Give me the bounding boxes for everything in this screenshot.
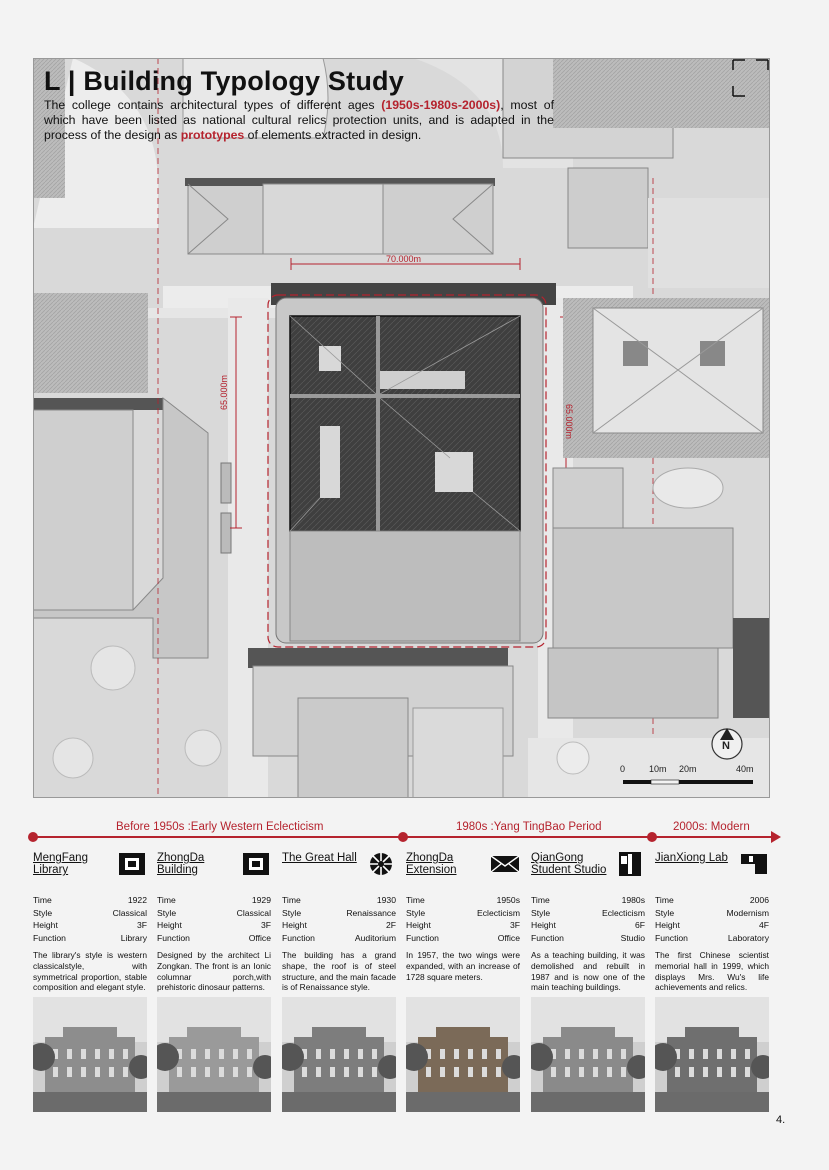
spec-value-style: Modernism [726, 907, 769, 918]
scale-label-10: 10m [649, 764, 667, 774]
spec-value-height: 4F [758, 920, 769, 931]
spec-label: Style [655, 907, 675, 918]
spec-value-style: Classical [236, 907, 271, 918]
spec-row-style [531, 907, 645, 920]
spec-row-height [531, 919, 645, 932]
building-photo [33, 997, 147, 1112]
dimension-width-label: 70.000m [386, 254, 422, 264]
spec-value-height: 6F [634, 920, 645, 931]
spec-label: Style [531, 907, 551, 918]
spec-value-function: Office [497, 932, 520, 943]
spec-row-function [406, 932, 520, 945]
building-spec-table [33, 894, 147, 944]
square-frame-icon [117, 852, 147, 876]
octagon-dome-icon [366, 852, 396, 876]
spec-value-style: Eclecticism [477, 907, 520, 918]
spec-value-time: 1980s [621, 895, 645, 905]
building-description: In 1957, the two wings were expanded, with an increase of 1728 square meters. [406, 950, 520, 982]
intro-highlight-ages: (1950s-1980s-2000s) [381, 98, 501, 112]
spec-row-height [33, 919, 147, 932]
spec-value-height: 2F [385, 920, 396, 931]
spec-row-height [655, 919, 769, 932]
spec-row-time [406, 894, 520, 907]
spec-label: Height [157, 920, 182, 931]
spec-value-time: 1950s [496, 895, 520, 905]
spec-value-style: Renaissance [346, 907, 396, 918]
spec-value-style: Classical [112, 907, 147, 918]
building-name: The Great Hall [282, 852, 357, 864]
spec-row-style [33, 907, 147, 920]
spec-row-height [406, 919, 520, 932]
timeline-dot-start [28, 832, 38, 842]
building-spec-table [282, 894, 396, 944]
scale-label-40: 40m [736, 764, 754, 774]
spec-label: Style [157, 907, 177, 918]
building-photo [655, 997, 769, 1112]
spec-label: Style [406, 907, 426, 918]
scale-label-20: 20m [679, 764, 697, 774]
building-name: QianGong Student Studio [531, 852, 607, 876]
spec-row-height [157, 919, 271, 932]
building-name: MengFang Library [33, 852, 88, 876]
spec-value-time: 2006 [749, 895, 769, 905]
spec-row-time [531, 894, 645, 907]
spec-value-function: Library [120, 932, 147, 943]
spec-value-function: Studio [620, 932, 645, 943]
spec-label: Function [531, 932, 564, 943]
split-block-icon [615, 852, 645, 876]
spec-label: Height [406, 920, 431, 931]
spec-value-function: Laboratory [727, 932, 769, 943]
spec-label: Function [33, 932, 66, 943]
north-label: N [722, 740, 730, 752]
spec-value-time: 1929 [251, 895, 271, 905]
spec-row-style [655, 907, 769, 920]
spec-label: Time [531, 895, 550, 905]
timeline-dot-1980s [398, 832, 408, 842]
spec-row-time [282, 894, 396, 907]
spec-label: Height [655, 920, 680, 931]
building-description: The building has a grand shape, the roof is of steel structure, and the main facade is of Renaissance style. [282, 950, 396, 993]
timeline-period-1980s: 1980s :Yang TingBao Period [456, 821, 602, 833]
spec-label: Height [282, 920, 307, 931]
building-description: The library's style is western classicalstyle, with symmetrical proportion, stable composition and elegant style. [33, 950, 147, 993]
spec-row-style [406, 907, 520, 920]
spec-label: Function [157, 932, 190, 943]
building-spec-table [655, 894, 769, 944]
intro-text-2: , most of which have been listed as national cultural relics protection units, and is adapted in the process of the design as [44, 98, 555, 142]
spec-row-function [33, 932, 147, 945]
spec-row-style [157, 907, 271, 920]
spec-row-time [33, 894, 147, 907]
spec-label: Height [33, 920, 58, 931]
spec-value-height: 3F [260, 920, 271, 931]
spec-row-function [531, 932, 645, 945]
dimension-height-right-label: 65.000m [564, 404, 574, 440]
spec-label: Time [33, 895, 52, 905]
spec-value-style: Eclecticism [602, 907, 645, 918]
dimension-height-left-label: 65.000m [219, 374, 229, 410]
spec-row-function [157, 932, 271, 945]
scale-label-0: 0 [620, 764, 626, 774]
spec-row-function [655, 932, 769, 945]
building-name: ZhongDa Extension [406, 852, 457, 876]
timeline-period-early: Before 1950s :Early Western Eclecticism [116, 821, 324, 833]
intro-text-1: The college contains architectural types of different ages [44, 98, 382, 112]
site-plan-drawing [33, 58, 770, 798]
spec-row-height [282, 919, 396, 932]
intro-paragraph [44, 98, 554, 143]
building-spec-table [157, 894, 271, 944]
spec-value-height: 3F [136, 920, 147, 931]
building-photo [406, 997, 520, 1112]
building-name: ZhongDa Building [157, 852, 205, 876]
spec-row-style [282, 907, 396, 920]
site-plan-map [33, 58, 770, 798]
spec-value-height: 3F [509, 920, 520, 931]
timeline-arrow-icon [771, 831, 781, 843]
square-frame-icon [241, 852, 271, 876]
building-photo [531, 997, 645, 1112]
spec-label: Time [282, 895, 301, 905]
building-photo [282, 997, 396, 1112]
spec-label: Function [655, 932, 688, 943]
spec-value-function: Office [248, 932, 271, 943]
building-description: Designed by the architect Li Zongkan. The front is an Ionic columnar porch,with prehistoric dinosaur patterns. [157, 950, 271, 993]
timeline-period-modern: 2000s: Modern [673, 821, 750, 833]
envelope-roof-icon [490, 852, 520, 876]
spec-label: Style [33, 907, 53, 918]
spec-row-time [157, 894, 271, 907]
spec-label: Time [157, 895, 176, 905]
spec-row-time [655, 894, 769, 907]
building-photo [157, 997, 271, 1112]
intro-highlight-prototypes: prototypes [180, 128, 245, 142]
l-block-icon [739, 852, 769, 876]
spec-label: Function [282, 932, 315, 943]
building-description: As a teaching building, it was demolished and rebuilt in 1987 and is now one of the main teaching buildings. [531, 950, 645, 993]
building-spec-table [531, 894, 645, 944]
page-number: 4. [776, 1114, 786, 1126]
spec-value-time: 1930 [376, 895, 396, 905]
intro-text-3: of elements extracted in design. [244, 128, 422, 142]
spec-label: Function [406, 932, 439, 943]
building-spec-table [406, 894, 520, 944]
spec-label: Height [531, 920, 556, 931]
spec-value-function: Auditorium [354, 932, 396, 943]
building-description: The first Chinese scientist memorial hall in 1999, which displays Mrs. Wu's life achievements and relics. [655, 950, 769, 993]
spec-label: Time [406, 895, 425, 905]
spec-row-function [282, 932, 396, 945]
page-title: L | Building Typology Study [44, 66, 404, 96]
timeline-dot-2000s [647, 832, 657, 842]
building-name: JianXiong Lab [655, 852, 728, 864]
spec-label: Time [655, 895, 674, 905]
spec-value-time: 1922 [127, 895, 147, 905]
spec-label: Style [282, 907, 302, 918]
